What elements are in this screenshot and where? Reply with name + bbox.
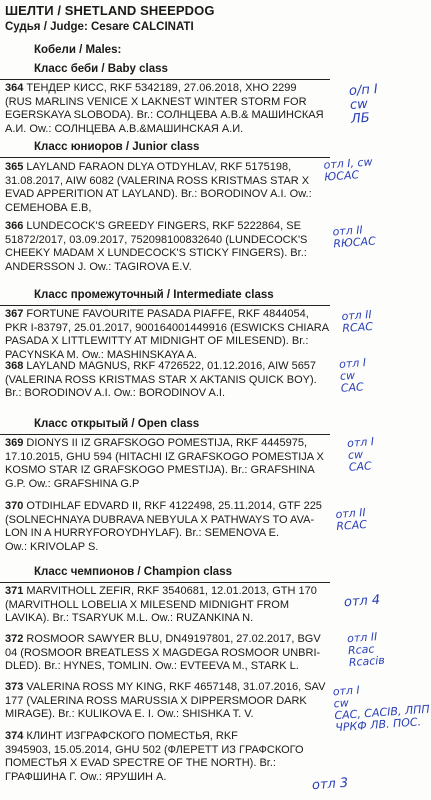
entry-text: LAYLAND FARAON DLYA OTDYHLAV, RKF 5175198, [26, 161, 292, 173]
class-heading-intermediate: Класс промежуточный / Intermediate class [34, 289, 274, 301]
breed-title: ШЕЛТИ / SHETLAND SHEEPDOG [5, 3, 215, 18]
judge-line: Судья / Judge: Cesare CALCINATI [5, 21, 194, 33]
entry-line: G.P. Ow.: GRAFSHINA G.P [5, 477, 140, 490]
entry-line: ANDERSSON J. Ow.: TAGIROVA E.V. [5, 260, 192, 273]
entry-line: А.И. Ow.: СОЛНЦЕВА А.В.&МАШИНСКАЯ А.И. [5, 122, 244, 135]
divider [0, 434, 330, 435]
sex-heading: Кобели / Males: [34, 44, 122, 56]
class-heading-junior: Класс юниоров / Junior class [34, 141, 200, 153]
entry-373 [5, 681, 337, 722]
entry-line: 04 (ROSMOOR BREATLESS X MAGDEGA ROSMOOR UNBRI- [5, 646, 321, 659]
entry-line: СЕМЕНОВА Е.В, [5, 201, 92, 214]
handwritten-grade-374: отл 3 [311, 775, 349, 794]
entry-line: MIRAGE). Br.: KULIKOVA E. I. Ow.: SHISHKA T. V. [5, 708, 254, 721]
entry-line: PKR I-83797, 25.01.2017, 900164001449916 (ESWICKS CHIARA [5, 321, 330, 334]
catalog-number: 370 [5, 500, 24, 512]
entry-line: 51872/2017, 03.09.2017, 752098100832640 (LUNDECOCK'S [5, 233, 308, 246]
catalog-number: 371 [5, 585, 24, 597]
entry-line: CHEEKY MADAM X LUNDECOCK'S STICKY FINGERS). Br.: [5, 247, 307, 260]
class-heading-champion: Класс чемпионов / Champion class [34, 566, 232, 578]
entry-first-line [5, 437, 337, 451]
entry-369 [5, 437, 337, 491]
catalog-number: 372 [5, 633, 24, 645]
entry-line: Br.: BORODINOV A.I. Ow.: BORODINOV A.I. [5, 387, 226, 400]
entry-366 [5, 220, 337, 274]
entry-line: EGERSKAYA SLOBODA). Br.: СОЛНЦЕВА А.В.& МАШИНСКАЯ [5, 109, 324, 122]
entry-line: ГРАФШИНА Г. Ow.: ЯРУШИН А. [5, 770, 167, 783]
entry-line: 177 (VALERINA ROSS MARUSSIA X DIPPERSMOOR DARK [5, 694, 307, 707]
catalog-number: 364 [5, 82, 24, 94]
entry-line: PACYNSKA M. Ow.: MASHINSKAYA A. [5, 348, 197, 361]
entry-371 [5, 585, 337, 626]
entry-374 [5, 730, 337, 784]
entry-first-line [5, 585, 337, 599]
entry-text: OTDIHLAF EDVARD II, RKF 4122498, 25.11.2014, GTF 225 [26, 500, 322, 512]
entry-first-line [5, 730, 337, 744]
entry-text: ROSMOOR SAWYER BLU, DN49197801, 27.02.2017, BGV [26, 633, 321, 645]
class-heading-baby: Класс беби / Baby class [34, 63, 168, 75]
entry-line: DLED). Br.: HYNES, TOMLIN. Ow.: EVTEEVA M., STARK L. [5, 660, 299, 673]
handwritten-grade-372: отл II Rсас Rсасів [346, 630, 386, 670]
entry-first-line [5, 220, 337, 234]
entry-first-line [5, 681, 337, 695]
entry-first-line [5, 360, 337, 374]
handwritten-grade-370: отл II RCAC [335, 505, 368, 534]
entry-365 [5, 161, 337, 215]
entry-370 [5, 500, 337, 554]
entry-372 [5, 633, 337, 674]
divider [0, 79, 330, 80]
entry-367 [5, 308, 337, 362]
class-heading-open: Класс открытый / Open class [34, 418, 200, 430]
entry-line: LON IN A HURRYFOROYDHYLAF). Br.: SEMENOVA E. [5, 527, 280, 540]
entry-line: ПОМЕСТЬЯ X EVAD SPECTRE OF THE NORTH). Br.: [5, 757, 276, 770]
entry-first-line [5, 82, 337, 96]
entry-line: PASADA X LITTLEWITTY AT MIDNIGHT OF MILESEND). Br.: [5, 335, 309, 348]
catalog-number: 374 [5, 730, 24, 742]
entry-line: EVAD APPERITION AT LAYLAND). Br.: BORODINOV A.I. Ow.: [5, 188, 312, 201]
entry-text: VALERINA ROSS MY KING, RKF 4657148, 31.07.2016, SAV [26, 681, 326, 693]
entry-line: (MARVITHOLL LOBELIA X MILESEND MIDNIGHT FROM [5, 598, 290, 611]
handwritten-grade-373: отл I сw САС, САСІВ, ЛПП ЧРКФ ЛВ. ПОС. [332, 683, 431, 735]
divider [0, 582, 330, 583]
entry-364 [5, 82, 337, 136]
entry-text: LUNDECOCK'S GREEDY FINGERS, RKF 5222864, SE [26, 220, 301, 232]
entry-line: 31.08.2017, AIW 6082 (VALERINA ROSS KRISTMAS STAR X [5, 174, 310, 187]
entry-line: (SOLNECHNAYA DUBRAVA NEBYULA X PATHWAYS TO AVA- [5, 513, 315, 526]
entry-first-line [5, 633, 337, 647]
entry-368 [5, 360, 337, 401]
catalog-number: 365 [5, 161, 24, 173]
catalog-number: 366 [5, 220, 24, 232]
handwritten-grade-365: отл I, сw ЮСАС [323, 155, 373, 184]
entry-line: Ow.: KRIVOLAP S. [5, 540, 99, 553]
entry-text: LAYLAND MAGNUS, RKF 4726522, 01.12.2016, AIW 5657 [26, 360, 317, 372]
entry-line: 3945903, 15.05.2014, GHU 502 (ФЛЕРЕТТ ИЗ ГРАФСКОГО [5, 743, 304, 756]
entry-line: KOSMO STAR IZ GRAFSKOGO PMESTIJA). Br.: GRAFSHINA [5, 464, 315, 477]
entry-text: FORTUNE FAVOURITE PASADA PIAFFE, RKF 4844054, [26, 308, 309, 320]
entry-text: КЛИНТ ИЗГРАФСКОГО ПОМЕСТЬЯ, RKF [26, 730, 238, 742]
entry-line: 17.10.2015, GHU 594 (HITACHI IZ GRAFSKOGO POMESTIJA X [5, 450, 324, 463]
entry-line: LAVIKA). Br.: TSARYUK M.L. Ow.: RUZANKINA N. [5, 612, 254, 625]
handwritten-grade-368: отл I сw CAC [338, 356, 367, 395]
handwritten-grade-366: отл II RЮСАС [332, 223, 377, 251]
catalog-number: 367 [5, 308, 24, 320]
entry-text: MARVITHOLL ZEFIR, RKF 3540681, 12.01.2013, GTH 170 [26, 585, 317, 597]
entry-first-line [5, 308, 337, 322]
entry-first-line [5, 161, 337, 175]
catalog-number: 369 [5, 437, 24, 449]
catalog-number: 368 [5, 360, 24, 372]
catalog-number: 373 [5, 681, 24, 693]
entry-text: DIONYS II IZ GRAFSKOGO POMESTIJA, RKF 4445975, [26, 437, 307, 449]
handwritten-grade-369: отл I сw САС [346, 435, 375, 474]
entry-line: (RUS MARLINS VENICE X LAKNEST WINTER STORM FOR [5, 95, 307, 108]
handwritten-grade-367: отл II RCAC [341, 307, 374, 336]
handwritten-grade-364: о/п I сw ЛБ [348, 82, 379, 127]
handwritten-grade-371: отл 4 [343, 592, 381, 611]
entry-text: ТЕНДЕР КИСС, RKF 5342189, 27.06.2018, ХНО 2299 [26, 82, 297, 94]
entry-first-line [5, 500, 337, 514]
entry-line: (VALERINA ROSS KRISTMAS STAR X AKTANIS QUICK BOY). [5, 373, 317, 386]
divider [0, 305, 330, 306]
divider [0, 157, 330, 158]
